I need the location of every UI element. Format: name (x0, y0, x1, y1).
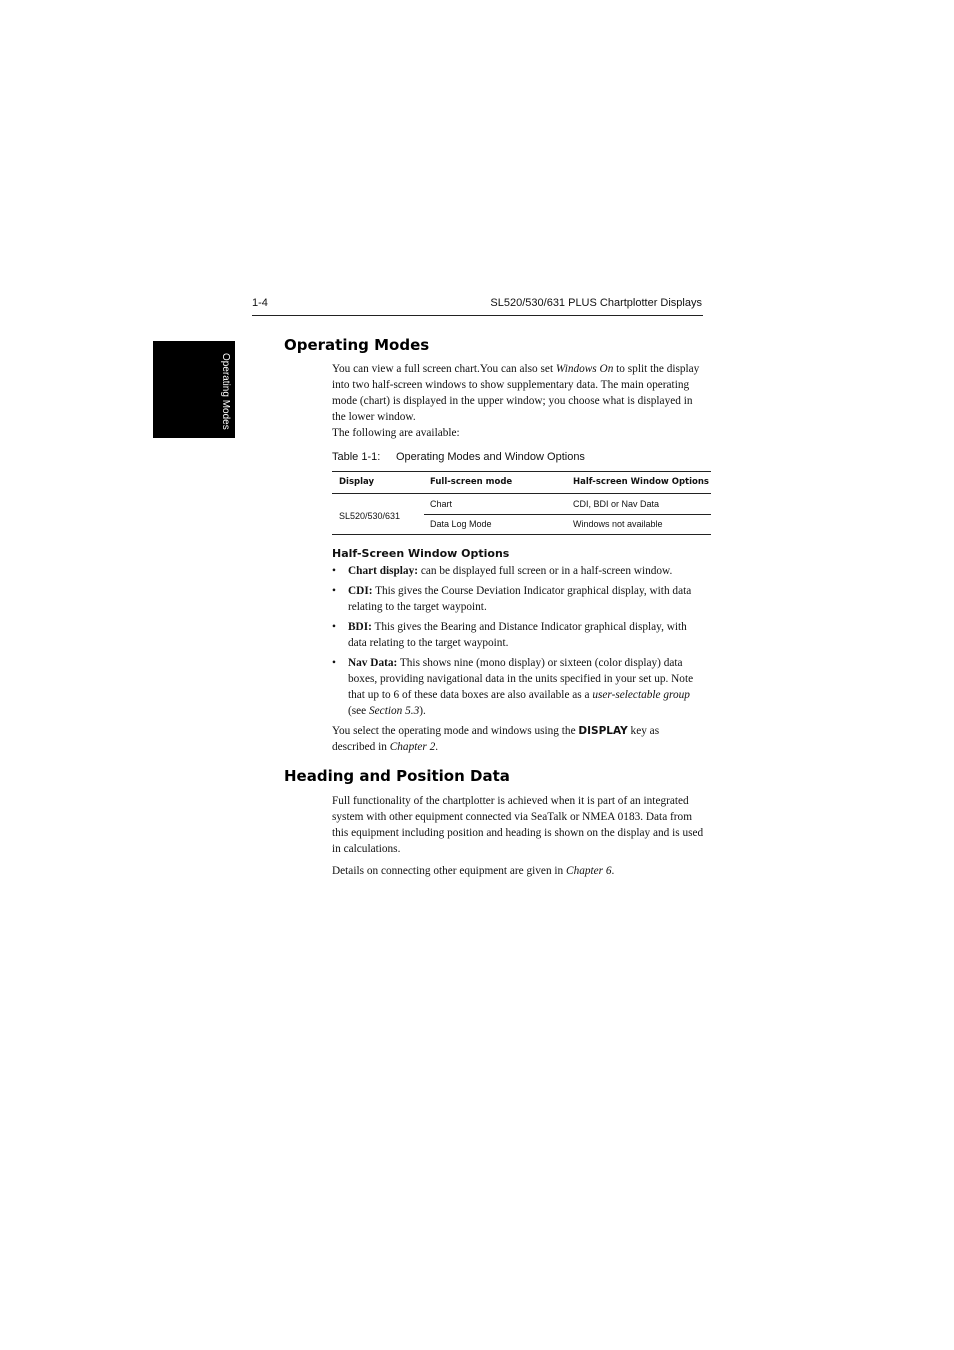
table-caption-title: Operating Modes and Window Options (396, 451, 585, 463)
table-caption (332, 451, 585, 463)
bullet-label: BDI: (348, 621, 372, 633)
table-cell-mode: Data Log Mode (430, 519, 492, 529)
details-paragraph (332, 863, 704, 879)
list-item (332, 655, 704, 719)
list-item (332, 563, 704, 579)
bullet-icon: • (332, 657, 336, 669)
running-header-title: SL520/530/631 PLUS Chartplotter Displays (490, 297, 702, 309)
select-text-3: . (435, 741, 439, 753)
intro-text-2: to split the display into two half-screen windows to show supplementary data. The main operating mode (chart) is displayed in the upper window; you choose what is displayed in the lower window. (332, 363, 700, 423)
table-cell-options: CDI, BDI or Nav Data (573, 499, 660, 509)
section-reference: Section 5.3 (369, 705, 420, 717)
intro-paragraph (332, 361, 704, 441)
table-header-halfscreen: Half-screen Window Options (573, 477, 709, 487)
intro-text-3: The following are available: (332, 427, 460, 439)
bullet-label: CDI: (348, 585, 373, 597)
list-item (332, 619, 704, 651)
table-cell-options: Windows not available (573, 519, 663, 529)
bullet-text: This gives the Bearing and Distance Indicator graphical display, with data relating to the target waypoint. (348, 621, 687, 649)
intro-text-1: You can view a full screen chart.You can also set (332, 363, 556, 375)
bullet-icon: • (332, 585, 336, 597)
list-item (332, 583, 704, 615)
bullet-emphasis: user-selectable group (592, 689, 690, 701)
details-text-1: Details on connecting other equipment are given in (332, 865, 567, 877)
table-header-display: Display (339, 477, 375, 487)
chapter-reference: Chapter 2 (389, 741, 436, 753)
page-number: 1-4 (252, 297, 268, 309)
select-text-1: You select the operating mode and windows using the (332, 725, 579, 737)
bullet-icon: • (332, 565, 336, 577)
bullet-text: can be displayed full screen or in a half-screen window. (418, 565, 673, 577)
bullet-icon: • (332, 621, 336, 633)
table-header-fullscreen: Full-screen mode (430, 477, 513, 487)
table-bottom-rule (332, 534, 711, 535)
chapter-reference: Chapter 6 (566, 865, 612, 877)
table-top-rule (332, 471, 711, 472)
details-text-2: . (611, 865, 615, 877)
intro-emphasis: Windows On (555, 363, 614, 375)
window-options-list (332, 563, 704, 723)
table-cell-display-model: SL520/530/631 (339, 511, 401, 521)
section-heading-operating-modes: Operating Modes (284, 336, 430, 354)
chapter-side-tab (153, 341, 235, 438)
side-tab-label: Operating Modes (220, 353, 231, 430)
bullet-label: Nav Data: (348, 657, 398, 669)
functionality-text: Full functionality of the chartplotter is achieved when it is part of an integrated system with other equipment connected via SeaTalk or NMEA 0183. Data from this equipment including position and heading is shown on the display and is used in calculations. (332, 795, 704, 855)
bullet-text: This gives the Course Deviation Indicator graphical display, with data relating to the target waypoint. (348, 585, 692, 613)
header-rule (252, 315, 703, 316)
bullet-text: ). (419, 705, 426, 717)
bullet-label: Chart display: (348, 565, 418, 577)
subheading-half-screen-options: Half-Screen Window Options (332, 547, 510, 560)
select-text-2: key as described in (332, 725, 660, 753)
table-cell-mode: Chart (430, 499, 453, 509)
bullet-text: This shows nine (mono display) or sixteen (color display) data boxes, providing navigational data in the units specified in your set up. Note that up to 6 of these data boxes are also available as a (348, 657, 694, 701)
select-mode-paragraph (332, 723, 704, 755)
functionality-paragraph (332, 793, 704, 857)
table-caption-number: Table 1-1: (332, 451, 381, 463)
table-row-rule (424, 514, 711, 515)
bullet-text: (see (348, 705, 370, 717)
table-header-rule (332, 493, 711, 494)
section-heading-heading-position: Heading and Position Data (284, 767, 510, 785)
display-key-label: DISPLAY (578, 725, 628, 737)
